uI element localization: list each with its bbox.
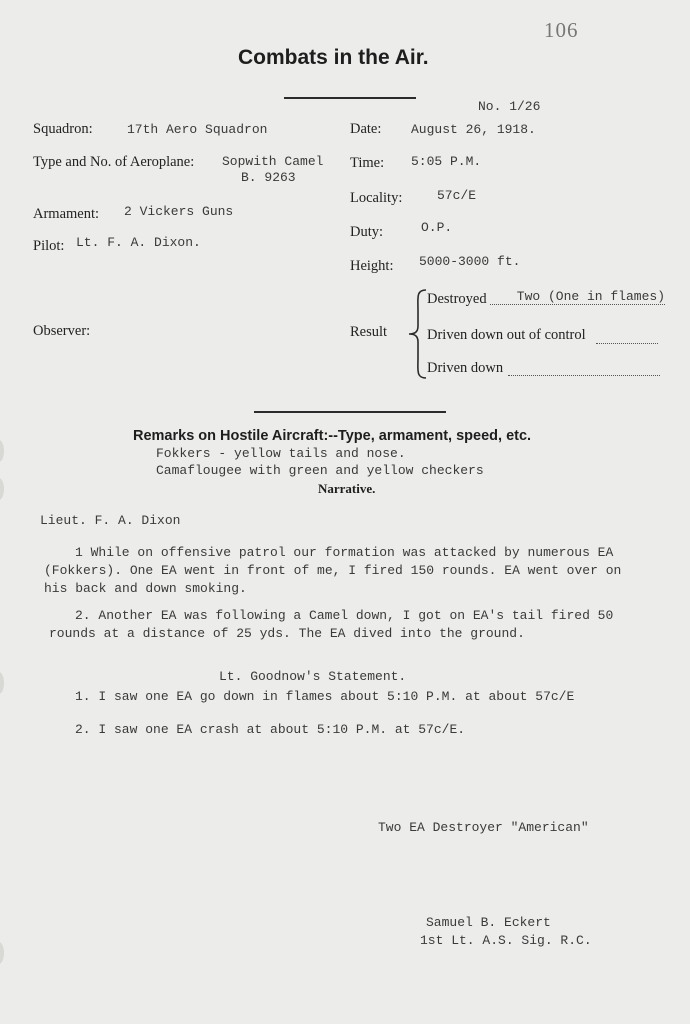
height-value: 5000-3000 ft. — [419, 254, 521, 269]
narrative-line: rounds at a distance of 25 yds. The EA dived into the ground. — [49, 626, 525, 641]
narrative-line: 2. Another EA was following a Camel down, I got on EA's tail fired 50 — [75, 608, 614, 623]
destroyed-label: Destroyed — [427, 291, 487, 307]
statement-item: 1. I saw one EA go down in flames about 5:10 P.M. at about 57c/E — [75, 689, 575, 704]
signature-rank: 1st Lt. A.S. Sig. R.C. — [420, 933, 592, 948]
narrative-line: 1 While on offensive patrol our formation was attacked by numerous EA — [75, 545, 614, 560]
time-label: Time: — [350, 155, 385, 171]
result-label: Result — [350, 324, 388, 340]
statement-heading: Lt. Goodnow's Statement. — [219, 669, 407, 684]
punch-hole — [0, 942, 4, 964]
squadron-value: 17th Aero Squadron — [127, 122, 268, 137]
duty-label: Duty: — [350, 224, 384, 240]
section-rule — [254, 411, 446, 413]
narrative-heading: Narrative. — [318, 481, 376, 496]
out-of-control-dots — [596, 330, 658, 344]
driven-down-label: Driven down — [427, 360, 504, 376]
destroyed-value: Two (One in flames) — [490, 289, 665, 305]
driven-down-dots — [508, 364, 660, 376]
report-number: No. 1/26 — [478, 99, 541, 114]
locality-value: 57c/E — [437, 188, 477, 203]
pilot-label: Pilot: — [33, 238, 65, 254]
result-brace — [406, 288, 428, 380]
narrative-pilot: Lieut. F. A. Dixon — [40, 513, 181, 528]
page-number: 106 — [544, 18, 579, 42]
title-rule — [284, 97, 416, 99]
aeroplane-value: Sopwith Camel — [222, 154, 324, 169]
locality-label: Locality: — [350, 190, 403, 206]
remarks-line-2: Camaflougee with green and yellow checkers — [156, 463, 484, 478]
date-value: August 26, 1918. — [411, 122, 536, 137]
observer-label: Observer: — [33, 323, 91, 339]
signature-name: Samuel B. Eckert — [426, 915, 551, 930]
remarks-heading: Remarks on Hostile Aircraft:--Type, armament, speed, etc. — [133, 428, 532, 444]
remarks-line-1: Fokkers - yellow tails and nose. — [156, 446, 406, 461]
summary-line: Two EA Destroyer "American" — [378, 820, 589, 835]
pilot-value: Lt. F. A. Dixon. — [76, 235, 201, 250]
aeroplane-label: Type and No. of Aeroplane: — [33, 154, 195, 170]
date-label: Date: — [350, 121, 382, 137]
aeroplane-serial: B. 9263 — [241, 170, 296, 185]
page-title: Combats in the Air. — [238, 46, 429, 69]
punch-hole — [0, 478, 4, 500]
punch-hole — [0, 440, 4, 462]
statement-item: 2. I saw one EA crash at about 5:10 P.M. at 57c/E. — [75, 722, 466, 737]
time-value: 5:05 P.M. — [411, 154, 482, 169]
armament-value: 2 Vickers Guns — [124, 204, 234, 219]
armament-label: Armament: — [33, 206, 100, 222]
narrative-line: (Fokkers). One EA went in front of me, I fired 150 rounds. EA went over on — [44, 563, 622, 578]
squadron-label: Squadron: — [33, 121, 93, 137]
duty-value: O.P. — [421, 220, 453, 235]
narrative-line: his back and down smoking. — [44, 581, 247, 596]
out-of-control-label: Driven down out of control — [427, 327, 586, 343]
punch-hole — [0, 672, 4, 694]
height-label: Height: — [350, 258, 394, 274]
